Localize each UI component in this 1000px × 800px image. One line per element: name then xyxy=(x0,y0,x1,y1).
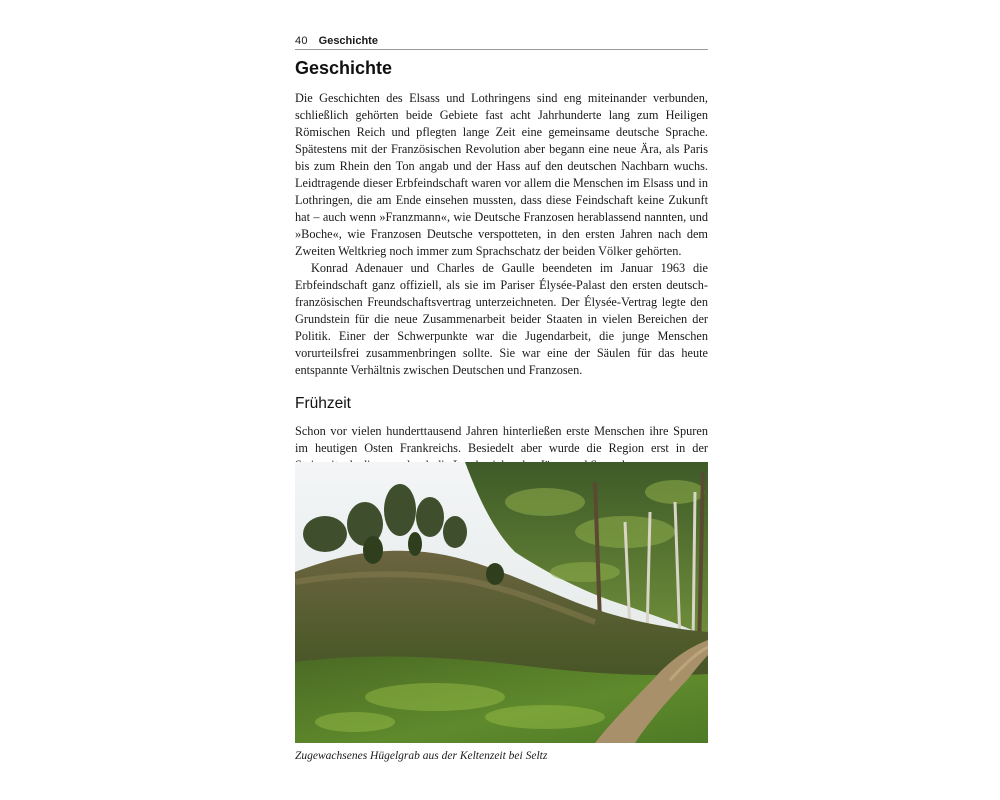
running-header xyxy=(295,34,708,50)
photo-huegelgrab xyxy=(295,462,708,743)
text-column xyxy=(295,34,708,474)
running-title: Geschichte xyxy=(318,35,378,47)
section-title-fruehzeit: Frühzeit xyxy=(295,395,351,412)
paragraph-intro: Die Geschichten des Elsass und Lothringens sind eng miteinander verbunden, schließlich gehörten beide Gebiete fast acht Jahrhunderte lang zum Heiligen Römischen Reich und pflegten lange Zeit eine gemeinsame deutsche Sprache. Spätestens mit der Französischen Revolution aber begann eine neue Ära, als Paris bis zum Rhein den Ton angab und der Hass auf den deutschen Nachbarn wuchs. Leidtragende dieser Erbfeindschaft waren vor allem die Menschen im Elsass und in Lothringen, die am Ende einsehen mussten, dass diese Feindschaft keine Zukunft hat – auch wenn »Franzmann«, wie Deutsche Franzosen herablassend nannten, und »Boche«, wie Franzosen Deutsche verspotteten, in den ersten Jahren nach dem Zweiten Weltkrieg noch immer zum Sprachschatz der beiden Völker gehörten. xyxy=(295,91,708,258)
paragraph-elysee: Konrad Adenauer und Charles de Gaulle beendeten im Januar 1963 die Erbfeindschaft ganz offiziell, als sie im Pariser Élysée-Palast den ersten deutsch-französischen Freundschaftsvertrag unterzeichneten. Der Élysée-Vertrag legte den Grundstein für die neue Zusammenarbeit beider Staaten in vielen Bereichen der Politik. Einer der Schwerpunkte war die Jugendarbeit, die junge Menschen vorurteilsfrei zusammenbringen sollte. Sie war eine der Säulen für das heute entspannte Verhältnis zwischen Deutschen und Franzosen. xyxy=(295,261,708,377)
page-number: 40 xyxy=(295,35,308,47)
chapter-title: Geschichte xyxy=(295,58,393,78)
photo-illustration xyxy=(295,462,708,743)
paragraph-fruehzeit: Schon vor vielen hunderttausend Jahren hinterließen erste Menschen ihre Spuren im heutigen Osten Frankreichs. Besiedelt aber wurde die Region erst in der xyxy=(295,424,708,455)
figure-caption: Zugewachsenes Hügelgrab aus der Keltenzeit bei Seltz xyxy=(295,750,548,762)
